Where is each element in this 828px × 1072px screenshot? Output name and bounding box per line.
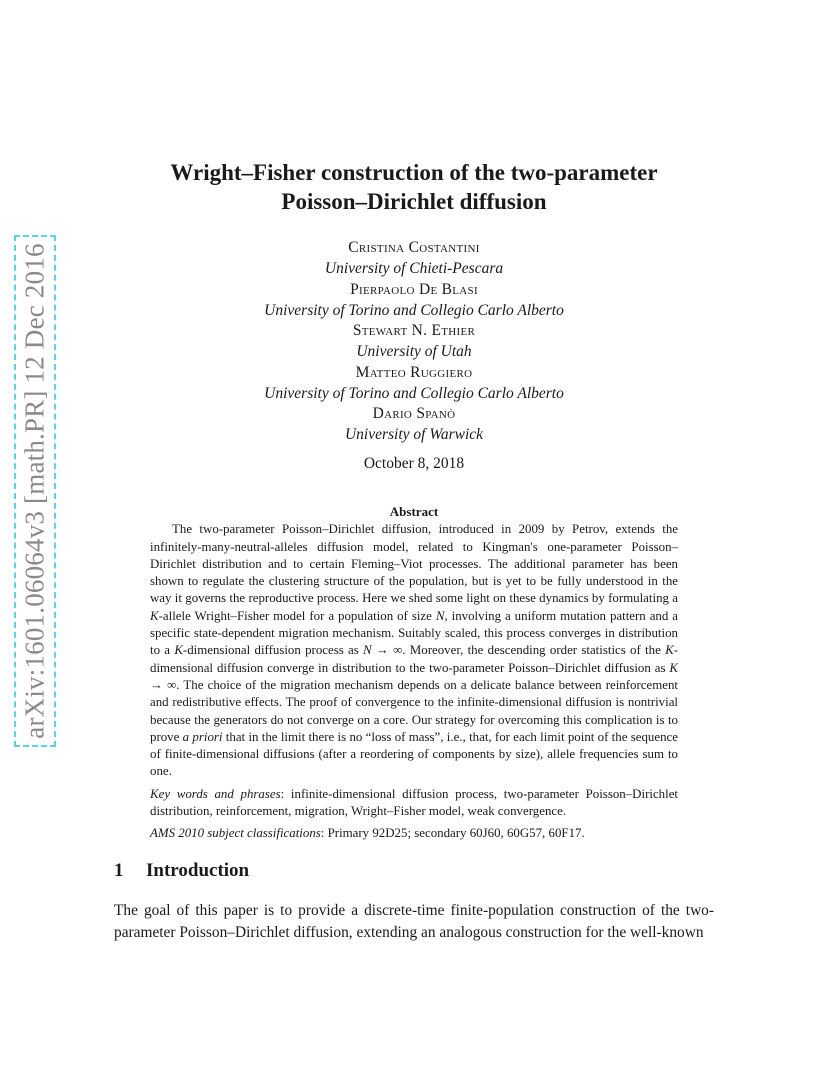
keywords-text: : infinite-dimensional diffusion process, two-parameter Poisson–Dirichlet distribution, reinforcement, migration, Wright–Fisher model, weak convergence. — [150, 786, 678, 819]
abstract-text: → ∞. Moreover, the descending order statistics of the — [371, 643, 666, 658]
abstract-text: , involving a uniform mutation pattern and a specific state-dependent migration mechanism. Suitably scaled, this process converges in distribution to a — [150, 608, 678, 658]
author-affiliation: University of Chieti-Pescara — [324, 260, 504, 277]
math-symbol: K — [665, 643, 674, 658]
author-name: Cristina Costantini — [348, 239, 480, 256]
abstract-text: -dimensional diffusion process as — [182, 643, 364, 658]
author-name: Stewart N. Ethier — [352, 322, 476, 339]
author-affiliation: University of Torino and Collegio Carlo Alberto — [264, 384, 564, 402]
author-name: Dario Spanò — [372, 405, 456, 422]
arxiv-identifier: arXiv:1601.06064v3 [math.PR] 12 Dec 2016 — [19, 243, 50, 739]
abstract-text: -allele Wright–Fisher model for a population of size — [158, 608, 436, 623]
author-affiliation: University of Torino and Collegio Carlo Alberto — [264, 301, 564, 319]
abstract-text: that in the limit there is no “loss of mass”, i.e., that, for each limit point of the sequence of finite-dimensional diffusions (after a reordering of components by size), allele frequencies sum to one. — [150, 729, 678, 779]
ams-classification — [150, 825, 678, 842]
abstract-heading: Abstract — [389, 504, 439, 519]
paper-title — [0, 158, 828, 216]
math-symbol: K — [150, 608, 159, 623]
author-affiliation: University of Utah — [356, 343, 472, 360]
title-line-1: Wright–Fisher construction of the two-parameter — [170, 160, 658, 185]
ams-text: : Primary 92D25; secondary 60J60, 60G57, 60F17. — [320, 826, 585, 841]
abstract — [150, 503, 678, 843]
abstract-text: The two-parameter Poisson–Dirichlet diffusion, introduced in 2009 by Petrov, extends the infinitely-many-neutral-alleles diffusion model, related to Kingman's one-parameter Poisson–Dirichlet distribution and to certain Fleming–Viot processes. The additional parameter has been shown to regulate the clustering structure of the population, but is yet to be fully understood in the way it governs the reproductive process. Here we shed some light on these dynamics by formulating a — [150, 522, 678, 606]
author-affiliation: University of Warwick — [344, 426, 484, 443]
keywords — [150, 786, 678, 821]
math-symbol: K — [669, 660, 678, 675]
author-name: Matteo Ruggiero — [355, 363, 473, 381]
keywords-label: Key words and phrases — [150, 786, 281, 801]
section-title: Introduction — [146, 860, 250, 881]
intro-paragraph: The goal of this paper is to provide a discrete-time finite-population construction of the two-parameter Poisson–Dirichlet diffusion, extending an analogous construction for the well-known — [114, 902, 714, 941]
math-symbol: K — [174, 643, 183, 658]
paper-date: October 8, 2018 — [363, 455, 465, 472]
section-heading — [114, 860, 249, 882]
title-line-2: Poisson–Dirichlet diffusion — [281, 189, 547, 214]
math-symbol: N — [363, 643, 372, 658]
section-number: 1 — [114, 860, 124, 881]
abstract-text: -dimensional diffusion converge in distribution to the two-parameter Poisson–Dirichlet diffusion as — [150, 643, 678, 675]
author-name: Pierpaolo De Blasi — [350, 280, 478, 298]
math-symbol: N — [435, 608, 445, 623]
ams-label: AMS 2010 subject classifications — [150, 826, 321, 841]
emphasis-text: a priori — [182, 729, 223, 744]
abstract-body — [150, 521, 678, 780]
author-list — [0, 238, 828, 446]
abstract-text: → ∞. The choice of the migration mechanism depends on a delicate balance between reinforcement and redistributive effects. The proof of convergence to the infinite-dimensional diffusion is nontrivial because the generators do not converge on a core. Our strategy for overcoming this complication is to prove — [150, 677, 678, 744]
